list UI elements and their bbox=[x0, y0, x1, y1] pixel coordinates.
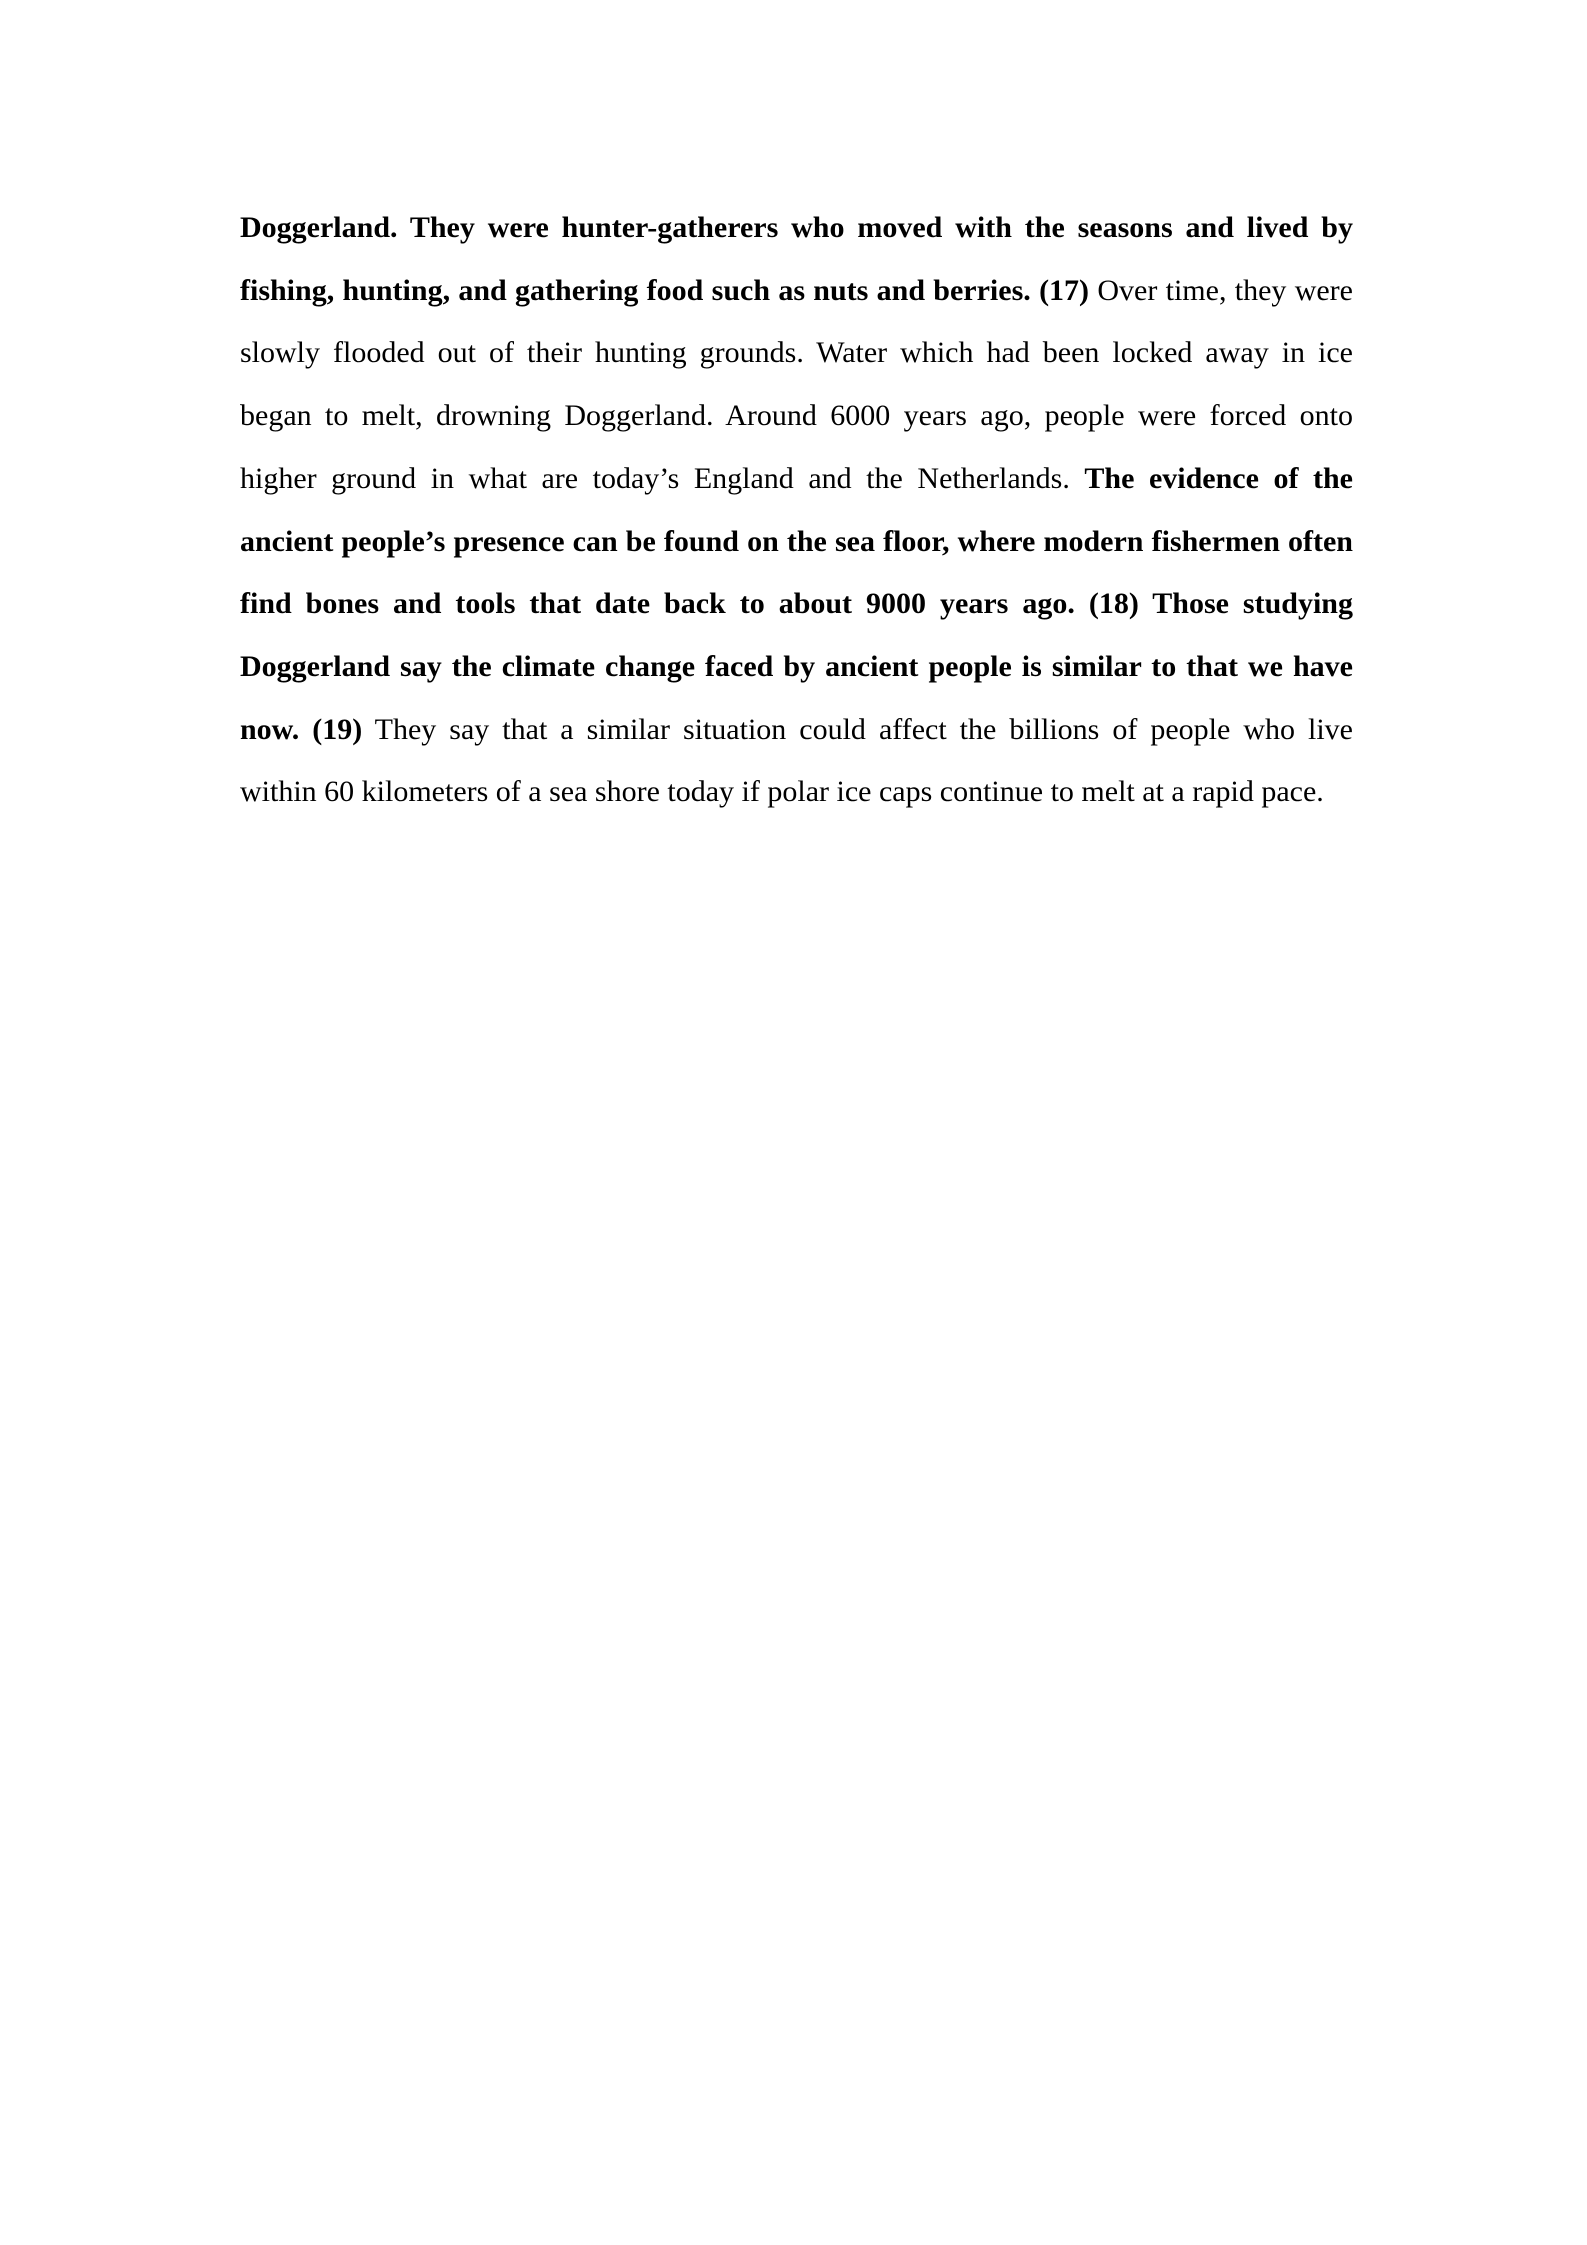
passage-paragraph bbox=[240, 197, 1353, 824]
passage-segment-bold: The evidence of the ancient people’s presence can be found on the sea floor, where modern fishermen often find bones and tools that date back to about 9000 years ago. (18) Those studying Doggerland say the climate change faced by ancient people is similar to that we have now. (19) bbox=[240, 461, 1353, 746]
passage-segment-bold: Doggerland. They were hunter-gatherers who moved with the seasons and lived by fishing, hunting, and gathering food such as nuts and berries. (17) bbox=[240, 211, 1353, 307]
passage-segment-normal: They say that a similar situation could affect the billions of people who live within 60 kilometers of a sea shore today if polar ice caps continue to melt at a rapid pace. bbox=[240, 712, 1353, 809]
passage-segment-normal: Over time, they were slowly flooded out of their hunting grounds. Water which had been locked away in ice began to melt, drowning Doggerland. Around 6000 years ago, people were forced onto higher ground in what are today’s England and the Netherlands. bbox=[240, 273, 1353, 495]
